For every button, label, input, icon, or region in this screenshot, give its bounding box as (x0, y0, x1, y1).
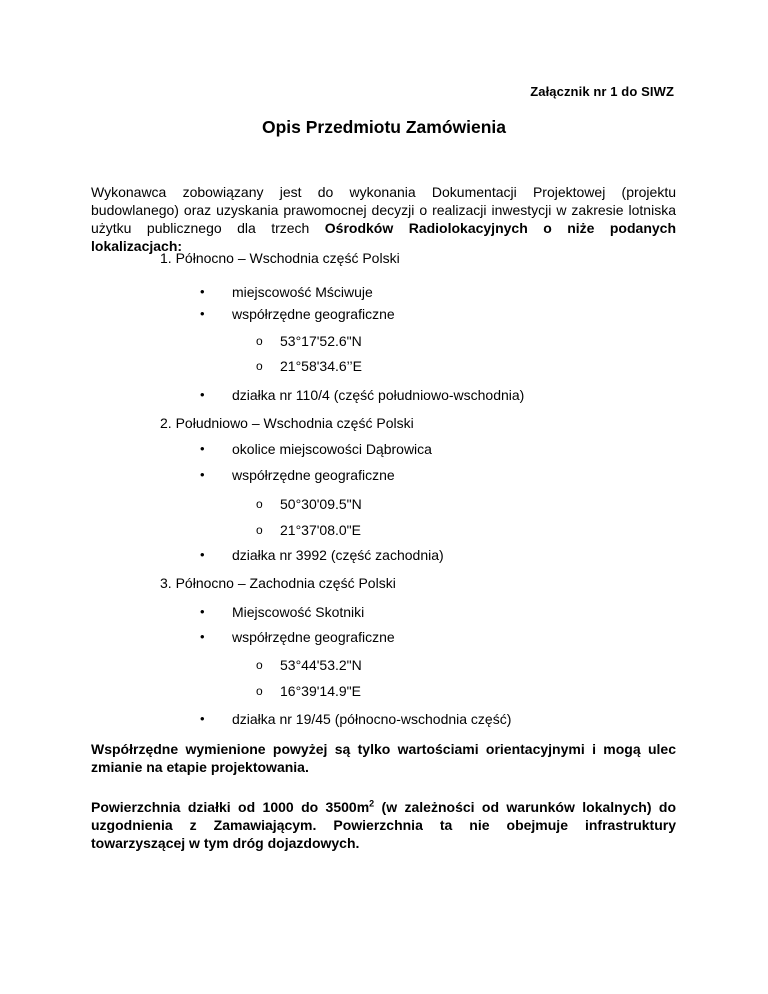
section-number: 1. (160, 250, 172, 266)
section-title: Południowo – Wschodnia część Polski (175, 415, 414, 431)
plot-text: działka nr 19/45 (północno-wschodnia część) (232, 711, 512, 727)
latitude-text: 53°44'53.2"N (280, 657, 362, 673)
intro-paragraph (91, 183, 676, 255)
coords-label: współrzędne geograficzne (232, 306, 395, 322)
bullet-icon: • (200, 467, 205, 482)
bullet-icon: • (200, 441, 205, 456)
annex-label: Załącznik nr 1 do SIWZ (530, 84, 674, 99)
coords-label: współrzędne geograficzne (232, 467, 395, 483)
bullet-icon: • (200, 387, 205, 402)
circle-bullet-icon: o (256, 658, 263, 672)
bullet-icon: • (200, 306, 205, 321)
coords-label: współrzędne geograficzne (232, 629, 395, 645)
page-title: Opis Przedmiotu Zamówienia (261, 117, 507, 137)
place-text: okolice miejscowości Dąbrowica (232, 441, 432, 457)
plot-text: działka nr 110/4 (część południowo-wschodnia) (232, 387, 525, 403)
bullet-icon: • (200, 547, 205, 562)
section-number: 3. (160, 575, 172, 591)
bullet-icon: • (200, 284, 205, 299)
circle-bullet-icon: o (256, 523, 263, 537)
coordinates-note: Współrzędne wymienione powyżej są tylko wartościami orientacyjnymi i mogą ulec zmianie na etapie projektowania. (91, 741, 676, 775)
intro-bold-text: Ośrodków Radiolokacyjnych o niże podanych lokalizacjach: (91, 220, 676, 254)
section-3-heading (160, 574, 396, 592)
bullet-icon: • (200, 711, 205, 726)
circle-bullet-icon: o (256, 359, 263, 373)
area-text-end: (w zależności od warunków lokalnych) do uzgodnienia z Zamawiającym. Powierzchnia ta nie obejmuje infrastruktury towarzyszącej w tym dróg dojazdowych. (91, 799, 676, 851)
place-text: miejscowość Mściwuje (232, 284, 373, 300)
circle-bullet-icon: o (256, 334, 263, 348)
intro-text: Wykonawca zobowiązany jest do wykonania Dokumentacji Projektowej (projektu budowlanego) oraz uzyskania prawomocnej decyzji o realizacji inwestycji w zakresie lotniska użytku publicznego dla trzech (91, 184, 676, 236)
longitude-text: 21°37'08.0"E (280, 522, 361, 538)
bullet-icon: • (200, 604, 205, 619)
area-text-start: Powierzchnia działki od 1000 do 3500m (91, 799, 370, 815)
section-title: Północno – Wschodnia część Polski (175, 250, 400, 266)
longitude-text: 21°58'34.6’’E (280, 358, 362, 374)
bullet-icon: • (200, 629, 205, 644)
section-number: 2. (160, 415, 172, 431)
section-2-heading (160, 414, 414, 432)
circle-bullet-icon: o (256, 684, 263, 698)
section-1-heading (160, 249, 400, 267)
section-title: Północno – Zachodnia część Polski (175, 575, 396, 591)
area-superscript: 2 (369, 798, 375, 809)
latitude-text: 50°30'09.5"N (280, 496, 362, 512)
circle-bullet-icon: o (256, 497, 263, 511)
longitude-text: 16°39'14.9"E (280, 683, 361, 699)
place-text: Miejscowość Skotniki (232, 604, 365, 620)
plot-text: działka nr 3992 (część zachodnia) (232, 547, 444, 563)
latitude-text: 53°17'52.6"N (280, 333, 362, 349)
plot-area-paragraph (91, 798, 676, 852)
